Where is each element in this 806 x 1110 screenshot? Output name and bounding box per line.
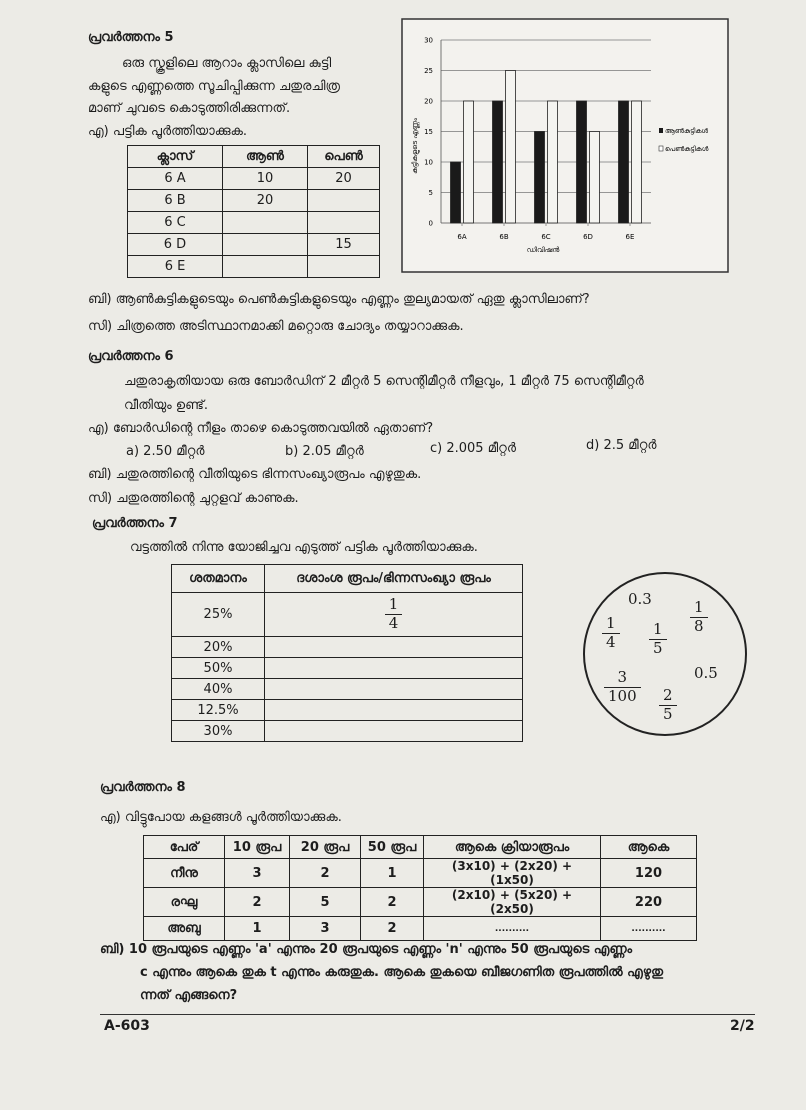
activity-5-question-b: ബി) ആൺകുട്ടികളുടെയും പെൺകുട്ടികളുടെയും എണ്ണം തുല്യമായത് ഏതു ക്ലാസിലാണ്? [88, 292, 590, 307]
fraction-numerator: 1 [694, 598, 704, 616]
bar-girls-6D [590, 132, 600, 224]
table-header: ആൺ [223, 146, 308, 168]
bar-boys-6B [493, 101, 503, 223]
table-cell: നീനു [144, 859, 225, 888]
y-tick-label: 20 [424, 97, 433, 106]
table-cell: രഘു [144, 888, 225, 917]
table-row [172, 679, 523, 700]
x-tick-label: 6E [625, 233, 635, 241]
circle-fraction-1-4 [604, 614, 618, 651]
table-cell: 30% [172, 721, 265, 742]
y-tick-label: 10 [424, 158, 433, 167]
table-cell [308, 256, 380, 278]
activity-6-question-c: സി) ചതുരത്തിന്റെ ചുറ്റളവ് കാണുക. [88, 491, 299, 506]
y-tick-label: 5 [428, 189, 433, 197]
table-row [172, 637, 523, 658]
activity-8-question-a: എ) വിട്ടുപോയ കളങ്ങൾ പൂർത്തിയാക്കുക. [100, 810, 342, 825]
table-cell [308, 212, 380, 234]
circle-fraction-3-100 [606, 668, 639, 705]
table-cell: 1 [361, 859, 424, 888]
table-cell [265, 721, 523, 742]
table-cell: (3x10) + (2x20) + (1x50) [424, 859, 601, 888]
table-header: ദശാംശ രൂപം/ഭിന്നസംഖ്യാ രൂപം [265, 565, 523, 593]
circle-decimal-0-5: 0.5 [694, 664, 718, 682]
table-cell: 3 [225, 859, 290, 888]
activity-6-question-a: എ) ബോർഡിന്റെ നീളം താഴെ കൊടുത്തവയിൽ ഏതാണ്? [88, 421, 434, 436]
activity-7-title: പ്രവർത്തനം 7 [92, 516, 178, 531]
y-tick-label: 15 [424, 128, 433, 136]
fraction-denominator: 4 [388, 614, 399, 632]
option-a: a) 2.50 മീറ്റർ [126, 444, 205, 459]
footer-divider [100, 1014, 755, 1015]
activity-6-title: പ്രവർത്തനം 6 [88, 349, 174, 364]
table-cell: 2 [361, 917, 424, 941]
table-cell [265, 679, 523, 700]
circle-fraction-1-5 [651, 620, 665, 657]
y-axis-label: കുട്ടികളുടെ എണ്ണം [411, 118, 419, 174]
table-cell: 15 [308, 234, 380, 256]
table-cell: 6 B [128, 190, 223, 212]
table-cell: 2 [225, 888, 290, 917]
fraction-numerator: 1 [653, 620, 663, 638]
table-cell [265, 637, 523, 658]
table-cell: 1 [225, 917, 290, 941]
activity-5-question-c: സി) ചിത്രത്തെ അടിസ്ഥാനമാക്കി മറ്റൊരു ചോദ്യം തയ്യാറാക്കുക. [88, 319, 464, 334]
table-cell [308, 190, 380, 212]
fraction-denominator: 4 [606, 632, 616, 651]
table-cell: 220 [601, 888, 697, 917]
circle-decimal-0-3: 0.3 [628, 590, 652, 608]
table-row [172, 593, 523, 637]
table-header: ക്ലാസ് [128, 146, 223, 168]
y-tick-label: 30 [424, 36, 433, 45]
table-header: 10 രൂപ [225, 836, 290, 859]
y-tick-label: 25 [424, 67, 433, 75]
table-row [144, 859, 697, 888]
paper-code: A-603 [104, 1018, 150, 1034]
legend-label-boys: ആൺകുട്ടികൾ [665, 127, 709, 135]
fraction-denominator: 100 [608, 686, 637, 705]
table-cell [265, 658, 523, 679]
bar-girls-6B [506, 71, 516, 224]
legend-swatch-boys [659, 128, 663, 133]
table-cell [223, 256, 308, 278]
fraction-answer [387, 597, 401, 632]
percent-table [171, 564, 523, 742]
table-cell [265, 593, 523, 637]
table-header: 20 രൂപ [290, 836, 361, 859]
fraction-denominator: 5 [663, 704, 673, 723]
table-cell [265, 700, 523, 721]
bar-girls-6C [548, 101, 558, 223]
y-tick-label: 0 [428, 219, 433, 228]
fraction-numerator: 1 [606, 614, 616, 632]
activity-8-title: പ്രവർത്തനം 8 [100, 780, 186, 795]
table-cell: (2x10) + (5x20) + (2x50) [424, 888, 601, 917]
activity-5-intro-line2: കളുടെ എണ്ണത്തെ സൂചിപ്പിക്കുന്ന ചതുരചിത്ര [88, 79, 340, 94]
table-cell: 10 [223, 168, 308, 190]
table-cell [223, 234, 308, 256]
x-tick-label: 6D [583, 233, 593, 241]
table-cell: 2 [290, 859, 361, 888]
circle-fraction-1-8 [692, 598, 706, 635]
table-cell: 6 E [128, 256, 223, 278]
option-b: b) 2.05 മീറ്റർ [285, 444, 364, 459]
fraction-denominator: 8 [694, 616, 704, 635]
bar-boys-6D [577, 101, 587, 223]
table-cell: .......... [424, 917, 601, 941]
activity-8-question-b-line1: ബി) 10 രൂപയുടെ എണ്ണം 'a' എന്നും 20 രൂപയുടെ എണ്ണം 'n' എന്നും 50 രൂപയുടെ എണ്ണം [100, 942, 633, 957]
table-row [128, 168, 380, 190]
table-row [172, 700, 523, 721]
table-cell: 3 [290, 917, 361, 941]
x-tick-label: 6B [499, 233, 509, 241]
option-c: c) 2.005 മീറ്റർ [430, 441, 516, 456]
table-cell: 2 [361, 888, 424, 917]
table-row [128, 190, 380, 212]
table-cell: 20 [308, 168, 380, 190]
table-cell: 40% [172, 679, 265, 700]
table-row [172, 721, 523, 742]
x-tick-label: 6A [457, 233, 467, 241]
table-header: ആകെ [601, 836, 697, 859]
table-header: പെൺ [308, 146, 380, 168]
table-cell [223, 212, 308, 234]
x-tick-label: 6C [541, 233, 551, 241]
table-cell: 120 [601, 859, 697, 888]
bar-boys-6E [619, 101, 629, 223]
bar-boys-6C [535, 132, 545, 224]
money-table [143, 835, 697, 941]
table-cell: അബു [144, 917, 225, 941]
table-cell: 50% [172, 658, 265, 679]
activity-5-question-a: എ) പട്ടിക പൂർത്തിയാക്കുക. [88, 124, 248, 139]
page-number: 2/2 [730, 1018, 755, 1034]
table-row [128, 212, 380, 234]
bar-girls-6E [632, 101, 642, 223]
table-cell: 6 D [128, 234, 223, 256]
activity-8-question-b-line3: ന്നത് എങ്ങനെ? [140, 988, 238, 1003]
table-row [144, 917, 697, 941]
table-header: പേര് [144, 836, 225, 859]
class-gender-table [127, 145, 380, 278]
table-cell: 6 A [128, 168, 223, 190]
table-row [128, 234, 380, 256]
activity-5-intro-line3: മാണ് ചുവടെ കൊടുത്തിരിക്കുന്നത്. [88, 101, 291, 116]
option-d: d) 2.5 മീറ്റർ [586, 438, 657, 453]
table-cell: 25% [172, 593, 265, 637]
bar-girls-6A [464, 101, 474, 223]
bar-chart [401, 18, 729, 273]
table-row [128, 256, 380, 278]
table-header: ശതമാനം [172, 565, 265, 593]
legend-label-girls: പെൺകുട്ടികൾ [665, 145, 709, 153]
activity-5-title: പ്രവർത്തനം 5 [88, 30, 174, 45]
table-cell: 20 [223, 190, 308, 212]
activity-6-intro-line2: വീതിയും ഉണ്ട്. [124, 398, 209, 413]
activity-5-intro-line1: ഒരു സ്കൂളിലെ ആറാം ക്ലാസിലെ കുട്ടി [122, 56, 332, 71]
table-row [144, 888, 697, 917]
table-header: 50 രൂപ [361, 836, 424, 859]
fraction-numerator: 2 [663, 686, 673, 704]
fraction-numerator: 3 [617, 668, 628, 686]
activity-7-intro: വട്ടത്തിൽ നിന്നു യോജിച്ചവ എടുത്ത് പട്ടിക പൂർത്തിയാക്കുക. [130, 540, 478, 555]
table-cell: 20% [172, 637, 265, 658]
table-row [172, 658, 523, 679]
table-cell: 12.5% [172, 700, 265, 721]
activity-6-question-b: ബി) ചതുരത്തിന്റെ വീതിയുടെ ഭിന്നസംഖ്യാരൂപം എഴുതുക. [88, 467, 422, 482]
circle-fraction-2-5 [661, 686, 675, 723]
fraction-numerator: 1 [388, 595, 399, 614]
activity-6-intro-line1: ചതുരാകൃതിയായ ഒരു ബോർഡിന് 2 മീറ്റർ 5 സെന്റിമീറ്റർ നീളവും, 1 മീറ്റർ 75 സെന്റിമീറ്റർ [124, 374, 644, 389]
table-header: ആകെ ക്രിയാരൂപം [424, 836, 601, 859]
bar-boys-6A [451, 162, 461, 223]
table-cell: .......... [601, 917, 697, 941]
table-cell: 6 C [128, 212, 223, 234]
activity-8-question-b-line2: c എന്നും ആകെ തുക t എന്നും കരുതുക. ആകെ തുകയെ ബീജഗണിത രൂപത്തിൽ എഴുതു [140, 965, 664, 980]
x-axis-label: ഡിവിഷൻ [526, 246, 560, 254]
table-cell: 5 [290, 888, 361, 917]
fraction-denominator: 5 [653, 638, 663, 657]
legend-swatch-girls [659, 146, 663, 151]
